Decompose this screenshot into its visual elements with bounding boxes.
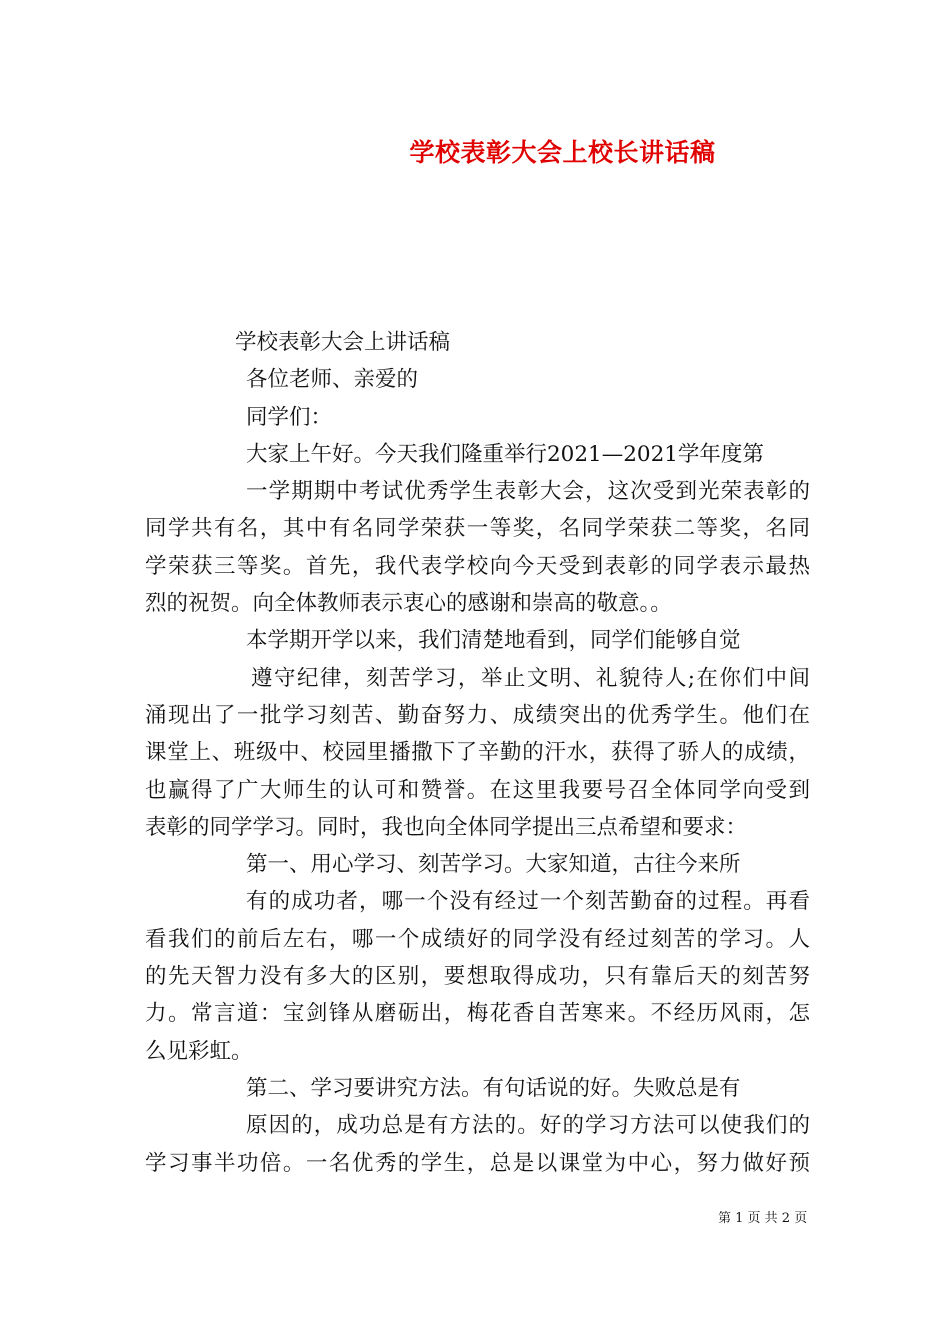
body-line: 本学期开学以来，我们清楚地看到，同学们能够自觉 — [246, 628, 741, 654]
page-number: 第 1 页 共 2 页 — [718, 1211, 808, 1226]
body-line: 的先天智力没有多大的区别，要想取得成功，只有靠后天的刻苦努 — [145, 964, 810, 990]
document-body — [145, 324, 810, 1182]
body-line: 遵守纪律，刻苦学习，举止文明、礼貌待人;在你们中间 — [251, 665, 810, 691]
body-line: 一学期期中考试优秀学生表彰大会，这次受到光荣表彰的 — [246, 479, 810, 505]
body-line: 第一、用心学习、刻苦学习。大家知道，古往今来所 — [246, 852, 741, 878]
body-line: 看我们的前后左右，哪一个成绩好的同学没有经过刻苦的学习。人 — [145, 926, 810, 952]
body-line: 各位老师、亲爱的 — [246, 367, 419, 393]
body-line: 有的成功者，哪一个没有经过一个刻苦勤奋的过程。再看 — [246, 889, 810, 915]
body-line: 也赢得了广大师生的认可和赞誉。在这里我要号召全体同学向受到 — [145, 777, 810, 803]
body-line: 么见彩虹。 — [145, 1038, 253, 1064]
body-line: 同学们： — [246, 404, 333, 430]
body-line: 力。常言道：宝剑锋从磨砺出，梅花香自苦寒来。不经历风雨，怎 — [145, 1001, 810, 1027]
body-line: 同学共有名，其中有名同学荣获一等奖，名同学荣获二等奖，名同 — [145, 516, 810, 542]
document-title: 学校表彰大会上校长讲话稿 — [409, 138, 716, 167]
body-line: 学荣获三等奖。首先，我代表学校向今天受到表彰的同学表示最热 — [145, 553, 810, 579]
body-line: 原因的，成功总是有方法的。好的学习方法可以使我们的 — [246, 1113, 810, 1139]
body-line: 学校表彰大会上讲话稿 — [235, 330, 451, 355]
body-line: 烈的祝贺。向全体教师表示衷心的感谢和崇高的敬意。。 — [145, 591, 672, 617]
body-line: 第二、学习要讲究方法。有句话说的好。失败总是有 — [246, 1075, 741, 1101]
body-line: 学习事半功倍。一名优秀的学生，总是以课堂为中心，努力做好预 — [145, 1150, 810, 1176]
body-line: 大家上午好。今天我们隆重举行2021—2021学年度第 — [246, 441, 764, 467]
body-line: 课堂上、班级中、校园里播撒下了辛勤的汗水，获得了骄人的成绩， — [145, 740, 810, 766]
body-line: 涌现出了一批学习刻苦、勤奋努力、成绩突出的优秀学生。他们在 — [145, 702, 810, 728]
body-line: 表彰的同学学习。同时，我也向全体同学提出三点希望和要求： — [145, 814, 748, 840]
